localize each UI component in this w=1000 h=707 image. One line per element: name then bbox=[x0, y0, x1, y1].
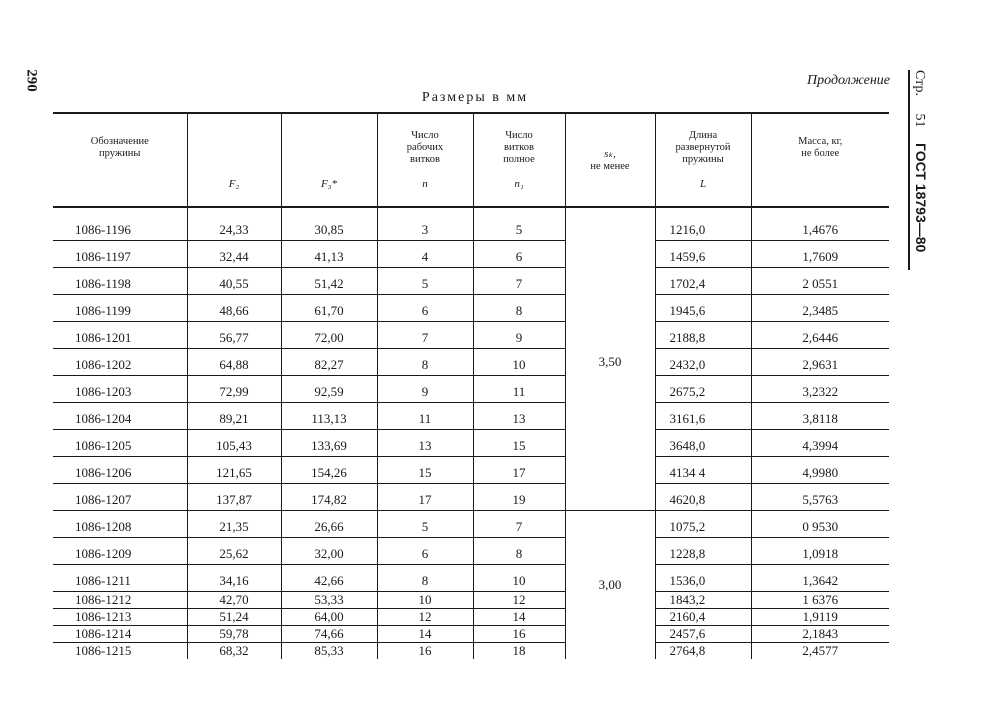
cell-n: 10 bbox=[377, 592, 473, 609]
table-row bbox=[53, 626, 889, 643]
cell-id: 1086-1201 bbox=[53, 322, 187, 349]
page-number: 290 bbox=[23, 69, 40, 92]
header-text: Масса, кг, bbox=[798, 136, 843, 147]
cell-id: 1086-1211 bbox=[53, 565, 187, 592]
cell-f3: 41,13 bbox=[281, 241, 377, 268]
cell-f2: 56,77 bbox=[187, 322, 281, 349]
header-text: рабочих bbox=[406, 141, 444, 153]
cell-id: 1086-1205 bbox=[53, 430, 187, 457]
header-text: пружины bbox=[682, 153, 724, 165]
cell-n: 6 bbox=[377, 538, 473, 565]
cell-f2: 51,24 bbox=[187, 609, 281, 626]
cell-id: 1086-1209 bbox=[53, 538, 187, 565]
cell-f2: 68,32 bbox=[187, 643, 281, 660]
cell-f3: 72,00 bbox=[281, 322, 377, 349]
cell-f2: 48,66 bbox=[187, 295, 281, 322]
cell-n1: 5 bbox=[473, 214, 565, 241]
header-text: Число bbox=[411, 129, 439, 141]
cell-n1: 6 bbox=[473, 241, 565, 268]
cell-n: 8 bbox=[377, 565, 473, 592]
cell-l: 1216,0 bbox=[655, 214, 751, 241]
table-row bbox=[53, 241, 889, 268]
header-symbol: n₁ bbox=[514, 177, 524, 190]
table-row bbox=[53, 295, 889, 322]
cell-l: 1075,2 bbox=[655, 511, 751, 538]
cell-id: 1086-1215 bbox=[53, 643, 187, 660]
cell-l: 4134 4 bbox=[655, 457, 751, 484]
cell-mass: 2,1843 bbox=[751, 626, 889, 643]
cell-n1: 11 bbox=[473, 376, 565, 403]
cell-id: 1086-1198 bbox=[53, 268, 187, 295]
cell-id: 1086-1202 bbox=[53, 349, 187, 376]
cell-mass: 3,8118 bbox=[751, 403, 889, 430]
cell-l: 1459,6 bbox=[655, 241, 751, 268]
cell-n1: 9 bbox=[473, 322, 565, 349]
cell-mass: 4,3994 bbox=[751, 430, 889, 457]
table-row bbox=[53, 484, 889, 511]
cell-n: 11 bbox=[377, 403, 473, 430]
cell-id: 1086-1213 bbox=[53, 609, 187, 626]
cell-n1: 17 bbox=[473, 457, 565, 484]
cell-n: 8 bbox=[377, 349, 473, 376]
cell-mass: 1,0918 bbox=[751, 538, 889, 565]
table-row bbox=[53, 511, 889, 538]
table-caption: Размеры в мм bbox=[421, 90, 529, 105]
table-row bbox=[53, 349, 889, 376]
cell-f2: 34,16 bbox=[187, 565, 281, 592]
cell-l: 4620,8 bbox=[655, 484, 751, 511]
cell-l: 1702,4 bbox=[655, 268, 751, 295]
cell-f2: 121,65 bbox=[187, 457, 281, 484]
sk-value: 3,00 bbox=[565, 511, 655, 660]
cell-n: 16 bbox=[377, 643, 473, 660]
header-text: витков bbox=[410, 153, 440, 165]
header-designation bbox=[53, 113, 187, 207]
cell-mass: 4,9980 bbox=[751, 457, 889, 484]
header-mass bbox=[751, 113, 889, 207]
cell-n1: 16 bbox=[473, 626, 565, 643]
header-text: развернутой bbox=[675, 141, 731, 153]
table-row bbox=[53, 592, 889, 609]
header-text: витков bbox=[504, 141, 534, 153]
cell-l: 2675,2 bbox=[655, 376, 751, 403]
cell-n1: 10 bbox=[473, 349, 565, 376]
header-symbol: n bbox=[422, 177, 428, 190]
cell-n: 15 bbox=[377, 457, 473, 484]
cell-l: 2457,6 bbox=[655, 626, 751, 643]
cell-n1: 8 bbox=[473, 295, 565, 322]
cell-id: 1086-1212 bbox=[53, 592, 187, 609]
header-working-coils bbox=[377, 113, 473, 207]
cell-f3: 64,00 bbox=[281, 609, 377, 626]
cell-n: 12 bbox=[377, 609, 473, 626]
header-symbol: F₃* bbox=[320, 177, 338, 190]
cell-n: 4 bbox=[377, 241, 473, 268]
cell-f3: 51,42 bbox=[281, 268, 377, 295]
header-text: Число bbox=[505, 129, 533, 141]
cell-n: 17 bbox=[377, 484, 473, 511]
cell-f2: 42,70 bbox=[187, 592, 281, 609]
cell-n1: 19 bbox=[473, 484, 565, 511]
table-row bbox=[53, 565, 889, 592]
cell-mass: 0 9530 bbox=[751, 511, 889, 538]
cell-n: 9 bbox=[377, 376, 473, 403]
cell-mass: 2 0551 bbox=[751, 268, 889, 295]
cell-id: 1086-1208 bbox=[53, 511, 187, 538]
header-text: пружины bbox=[99, 148, 141, 159]
cell-n1: 8 bbox=[473, 538, 565, 565]
table-row bbox=[53, 322, 889, 349]
cell-mass: 3,2322 bbox=[751, 376, 889, 403]
table-body bbox=[53, 207, 889, 659]
header-row bbox=[53, 113, 889, 207]
header-sk bbox=[565, 113, 655, 207]
cell-n1: 10 bbox=[473, 565, 565, 592]
cell-f2: 25,62 bbox=[187, 538, 281, 565]
cell-f3: 26,66 bbox=[281, 511, 377, 538]
cell-f2: 21,35 bbox=[187, 511, 281, 538]
cell-n: 6 bbox=[377, 295, 473, 322]
cell-f3: 154,26 bbox=[281, 457, 377, 484]
cell-n: 7 bbox=[377, 322, 473, 349]
table-row bbox=[53, 643, 889, 660]
table-row bbox=[53, 430, 889, 457]
cell-mass: 2,6446 bbox=[751, 322, 889, 349]
cell-id: 1086-1199 bbox=[53, 295, 187, 322]
cell-f2: 59,78 bbox=[187, 626, 281, 643]
header-symbol: F₂ bbox=[228, 177, 240, 190]
sk-value: 3,50 bbox=[565, 214, 655, 511]
cell-f2: 137,87 bbox=[187, 484, 281, 511]
cell-n: 3 bbox=[377, 214, 473, 241]
cell-mass: 1,3642 bbox=[751, 565, 889, 592]
cell-id: 1086-1197 bbox=[53, 241, 187, 268]
header-text: не менее bbox=[590, 160, 630, 172]
cell-f3: 74,66 bbox=[281, 626, 377, 643]
table-row bbox=[53, 403, 889, 430]
cell-f3: 92,59 bbox=[281, 376, 377, 403]
table-row bbox=[53, 538, 889, 565]
table-row bbox=[53, 609, 889, 626]
cell-mass: 5,5763 bbox=[751, 484, 889, 511]
cell-n: 13 bbox=[377, 430, 473, 457]
header-text: не более bbox=[801, 148, 840, 159]
cell-l: 1228,8 bbox=[655, 538, 751, 565]
cell-id: 1086-1214 bbox=[53, 626, 187, 643]
header-text: Длина bbox=[688, 129, 718, 141]
cell-f2: 64,88 bbox=[187, 349, 281, 376]
cell-l: 2188,8 bbox=[655, 322, 751, 349]
cell-l: 2764,8 bbox=[655, 643, 751, 660]
cell-l: 2432,0 bbox=[655, 349, 751, 376]
cell-n: 5 bbox=[377, 511, 473, 538]
cell-mass: 2,4577 bbox=[802, 643, 839, 658]
cell-f3: 30,85 bbox=[281, 214, 377, 241]
cell-mass: 1,4676 bbox=[751, 214, 889, 241]
cell-f3: 82,27 bbox=[281, 349, 377, 376]
side-page-label: Стр. bbox=[912, 70, 927, 96]
side-page-number: 51 bbox=[912, 113, 927, 128]
side-reference bbox=[908, 70, 932, 270]
standard-number: ГОСТ 18793—80 bbox=[913, 142, 929, 253]
cell-l: 1945,6 bbox=[655, 295, 751, 322]
cell-f2: 105,43 bbox=[187, 430, 281, 457]
cell-f3: 42,66 bbox=[281, 565, 377, 592]
header-total-coils bbox=[473, 113, 565, 207]
table-row bbox=[53, 214, 889, 241]
cell-mass: 1,9119 bbox=[751, 609, 889, 626]
spacer-row bbox=[53, 207, 889, 214]
cell-n1: 14 bbox=[473, 609, 565, 626]
cell-mass: 2,3485 bbox=[751, 295, 889, 322]
cell-id: 1086-1196 bbox=[53, 214, 187, 241]
header-text: Обозначение bbox=[90, 136, 149, 147]
cell-f2: 72,99 bbox=[187, 376, 281, 403]
cell-l: 3161,6 bbox=[655, 403, 751, 430]
cell-mass: 1 6376 bbox=[751, 592, 889, 609]
cell-f3: 133,69 bbox=[281, 430, 377, 457]
cell-id: 1086-1207 bbox=[53, 484, 187, 511]
cell-f3: 53,33 bbox=[281, 592, 377, 609]
continuation-label: Продолжение bbox=[807, 73, 890, 88]
cell-n1: 18 bbox=[473, 643, 565, 660]
header-text: полное bbox=[503, 153, 535, 165]
cell-n: 14 bbox=[377, 626, 473, 643]
cell-f3: 61,70 bbox=[281, 295, 377, 322]
cell-n: 5 bbox=[377, 268, 473, 295]
cell-f3: 85,33 bbox=[281, 643, 377, 660]
cell-mass: 1,7609 bbox=[751, 241, 889, 268]
table-row bbox=[53, 268, 889, 295]
header-f3 bbox=[281, 113, 377, 207]
cell-n1: 15 bbox=[473, 430, 565, 457]
cell-f3: 32,00 bbox=[281, 538, 377, 565]
cell-f2: 89,21 bbox=[187, 403, 281, 430]
cell-l: 3648,0 bbox=[655, 430, 751, 457]
cell-n1: 7 bbox=[473, 268, 565, 295]
header-length bbox=[655, 113, 751, 207]
cell-f3: 113,13 bbox=[281, 403, 377, 430]
cell-id: 1086-1206 bbox=[53, 457, 187, 484]
cell-f2: 24,33 bbox=[187, 214, 281, 241]
cell-f2: 32,44 bbox=[187, 241, 281, 268]
table-row bbox=[53, 376, 889, 403]
cell-f2: 40,55 bbox=[187, 268, 281, 295]
table-row bbox=[53, 457, 889, 484]
cell-l: 2160,4 bbox=[655, 609, 751, 626]
cell-n1: 13 bbox=[473, 403, 565, 430]
header-symbol: L bbox=[699, 177, 707, 190]
cell-n1: 12 bbox=[473, 592, 565, 609]
cell-l: 1843,2 bbox=[655, 592, 751, 609]
cell-f3: 174,82 bbox=[281, 484, 377, 511]
cell-n1: 7 bbox=[473, 511, 565, 538]
header-symbol: sₖ, bbox=[604, 147, 616, 160]
cell-mass: 2,9631 bbox=[751, 349, 889, 376]
cell-id: 1086-1203 bbox=[53, 376, 187, 403]
cell-id: 1086-1204 bbox=[53, 403, 187, 430]
cell-l: 1536,0 bbox=[655, 565, 751, 592]
header-f2 bbox=[187, 113, 281, 207]
springs-table bbox=[53, 112, 889, 659]
